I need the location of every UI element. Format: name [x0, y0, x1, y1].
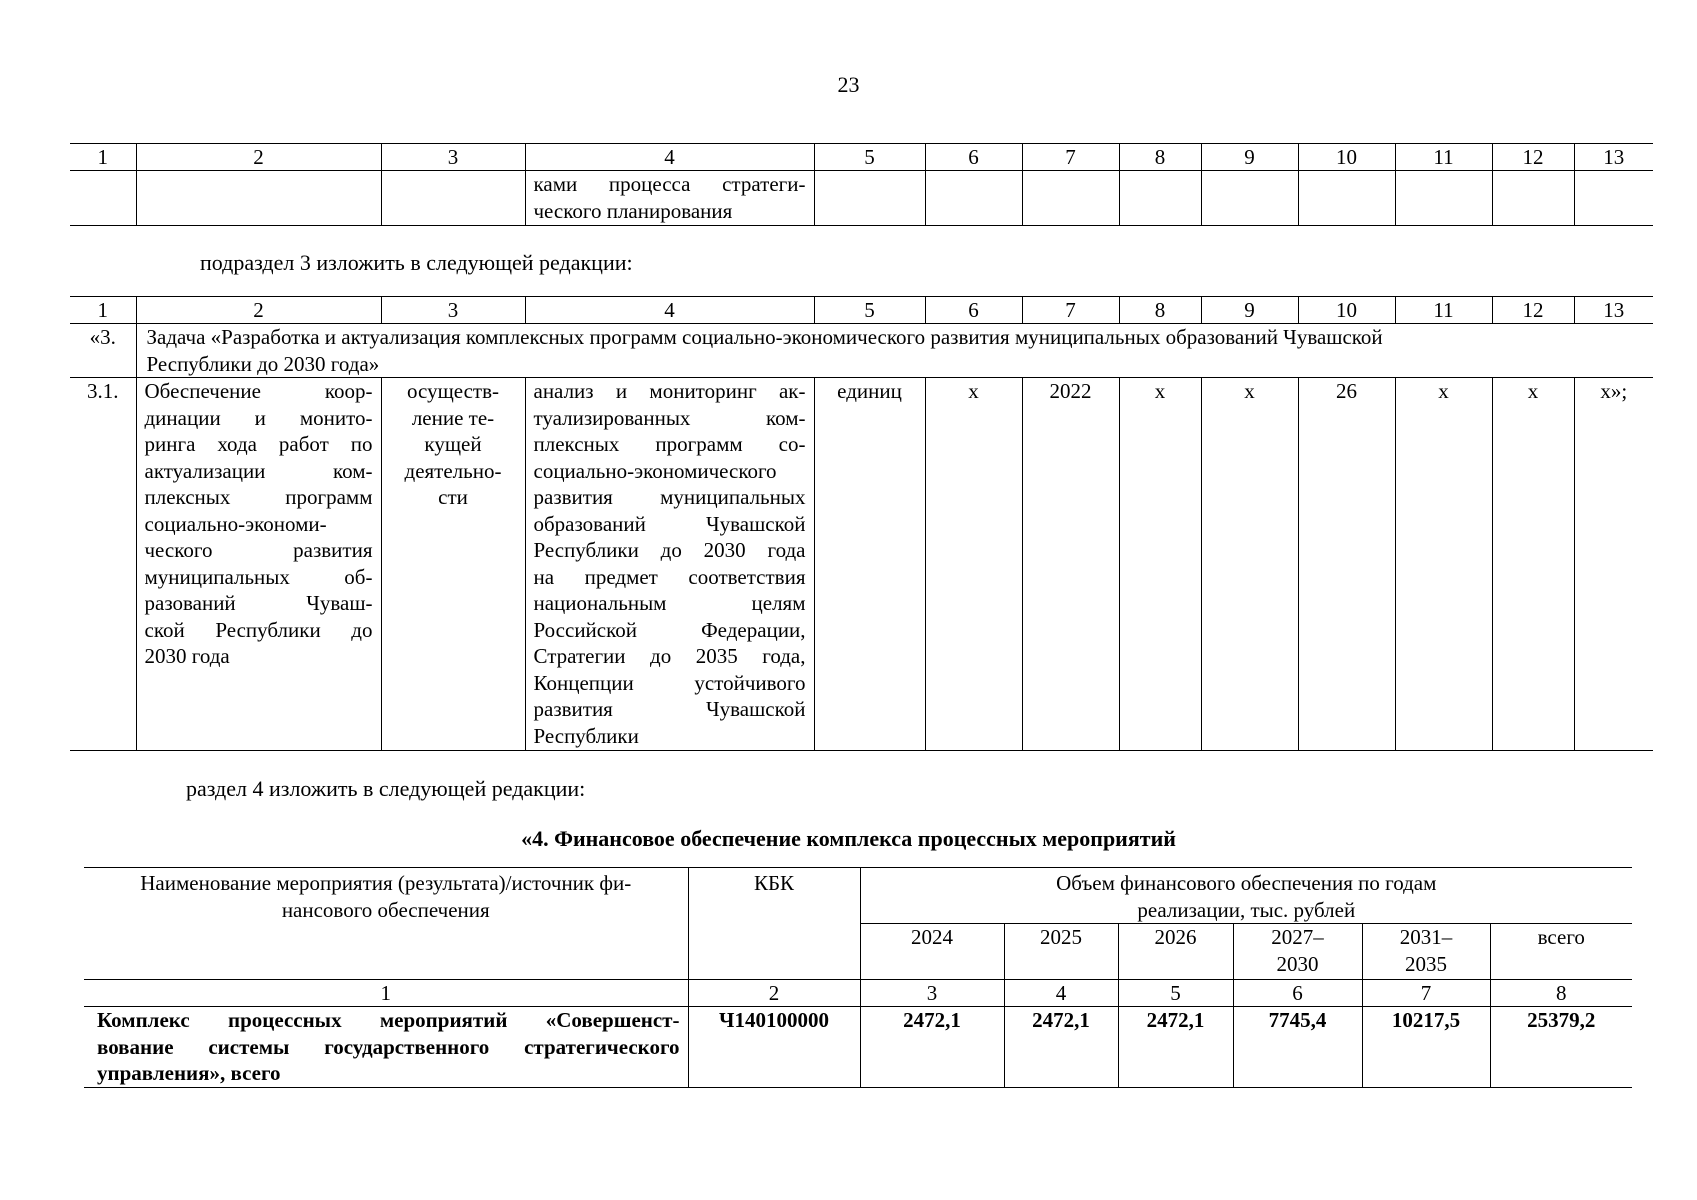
text-line: 2030 года — [144, 644, 230, 668]
column-number: 3 — [860, 980, 1004, 1007]
header-row — [84, 868, 1632, 924]
amount-cell: 2472,1 — [1118, 1007, 1233, 1088]
value-cell: x — [1119, 378, 1201, 751]
page-number: 23 — [837, 72, 860, 97]
column-number-row — [84, 980, 1632, 1007]
column-number: 2 — [688, 980, 860, 1007]
column-number: 4 — [1004, 980, 1118, 1007]
subsection-instruction: подраздел 3 изложить в следующей редакции: — [200, 250, 633, 275]
header-line: Наименование мероприятия (результата)/источник фи- — [140, 871, 632, 895]
header-line: реализации, тыс. рублей — [1137, 897, 1356, 922]
item-number: 3.1. — [70, 378, 136, 751]
complex-row — [84, 1007, 1632, 1088]
column-number: 10 — [1298, 297, 1395, 324]
column-number: 13 — [1574, 144, 1653, 171]
text-line: осуществ- — [407, 379, 499, 403]
text-line: ской Республики до — [144, 617, 373, 642]
task-title-line: Республики до 2030 года» — [146, 351, 380, 376]
year-line: 2031– — [1399, 925, 1453, 949]
item-row — [70, 378, 1653, 751]
text-line: плексных программ — [144, 485, 373, 509]
text-line: актуализации ком- — [144, 458, 373, 483]
text-line: ление те- — [411, 405, 495, 430]
column-number-row — [70, 297, 1653, 324]
amount-cell: 7745,4 — [1233, 1007, 1362, 1088]
section-title: «4. Финансовое обеспечение комплекса процессных мероприятий — [521, 826, 1176, 851]
column-number: 13 — [1574, 297, 1653, 324]
value-cell: x — [1201, 378, 1298, 751]
column-number: 8 — [1119, 297, 1201, 324]
column-number: 5 — [814, 144, 925, 171]
financial-table — [84, 867, 1632, 1088]
column-number: 7 — [1362, 980, 1490, 1007]
text-line: муниципальных об- — [144, 564, 373, 589]
text-line: кущей — [424, 432, 482, 456]
activity-cell — [525, 171, 814, 226]
volume-header — [860, 868, 1632, 924]
column-number: 2 — [136, 144, 381, 171]
column-number: 1 — [70, 297, 136, 324]
year-line: 2030 — [1276, 951, 1319, 976]
text-line: развития Чувашской — [533, 697, 806, 721]
amount-cell: 2472,1 — [1004, 1007, 1118, 1088]
text-line: туализированных ком- — [533, 405, 806, 430]
column-number: 11 — [1395, 297, 1492, 324]
value-cell: 26 — [1298, 378, 1395, 751]
text-line: ческого планирования — [533, 198, 733, 223]
amount-cell: 10217,5 — [1362, 1007, 1490, 1088]
continuation-table — [70, 143, 1653, 226]
column-number: 12 — [1492, 144, 1574, 171]
year-header — [1233, 924, 1362, 980]
section-instruction: раздел 4 изложить в следующей редакции: — [186, 776, 586, 801]
task-number: «3. — [70, 324, 136, 378]
column-number: 5 — [1118, 980, 1233, 1007]
column-number-row — [70, 144, 1653, 171]
text-line: Стратегии до 2035 года, — [533, 644, 806, 668]
year-header: 2026 — [1118, 924, 1233, 980]
result-description-cell — [525, 378, 814, 751]
text-line: социально-экономи- — [144, 511, 327, 536]
text-line: плексных программ со- — [533, 432, 806, 456]
task-row — [70, 324, 1653, 378]
total-header: всего — [1490, 924, 1632, 980]
value-cell: x — [925, 378, 1022, 751]
column-number: 9 — [1201, 297, 1298, 324]
year-header: 2024 — [860, 924, 1004, 980]
task-title-line: Задача «Разработка и актуализация комплексных программ социально-экономического развития муниципальных образований Чувашской — [146, 325, 1383, 349]
year-header — [1362, 924, 1490, 980]
text-line: на предмет соответствия — [533, 564, 806, 589]
year-header: 2025 — [1004, 924, 1118, 980]
text-line: образований Чувашской — [533, 511, 806, 536]
text-line: социально-экономического — [533, 458, 777, 483]
column-number: 7 — [1022, 297, 1119, 324]
text-line: национальным целям — [533, 591, 806, 615]
subsection-3-table — [70, 296, 1653, 751]
text-line: деятельно- — [404, 458, 502, 483]
column-number: 4 — [525, 297, 814, 324]
activity-name-cell — [136, 378, 381, 751]
column-number: 8 — [1490, 980, 1632, 1007]
table-row — [70, 171, 1653, 226]
column-number: 5 — [814, 297, 925, 324]
text-line: ческого развития — [144, 538, 373, 562]
unit-cell: единиц — [814, 378, 925, 751]
column-number: 6 — [925, 297, 1022, 324]
text-line: Комплекс процессных мероприятий «Совершенст- — [97, 1008, 680, 1032]
column-number: 1 — [70, 144, 136, 171]
text-line: сти — [438, 485, 468, 509]
column-number: 12 — [1492, 297, 1574, 324]
text-line: Республики — [533, 723, 639, 748]
header-line: Объем финансового обеспечения по годам — [1056, 871, 1437, 895]
column-number: 8 — [1119, 144, 1201, 171]
column-number: 6 — [1233, 980, 1362, 1007]
kbk-header: КБК — [688, 868, 860, 980]
column-number: 3 — [381, 297, 525, 324]
text-line: разований Чуваш- — [144, 591, 373, 615]
text-line: Российской Федерации, — [533, 617, 806, 642]
text-line: вование системы государственного стратегического — [97, 1034, 680, 1059]
year-line: 2035 — [1405, 951, 1447, 976]
task-title — [136, 324, 1653, 378]
column-number: 6 — [925, 144, 1022, 171]
value-cell: x — [1492, 378, 1574, 751]
column-number: 7 — [1022, 144, 1119, 171]
column-number: 11 — [1395, 144, 1492, 171]
name-header — [84, 868, 688, 980]
column-number: 4 — [525, 144, 814, 171]
text-line: анализ и мониторинг ак- — [533, 379, 806, 403]
header-line: нансового обеспечения — [281, 897, 490, 922]
total-amount-cell: 25379,2 — [1490, 1007, 1632, 1088]
value-cell: x»; — [1574, 378, 1653, 751]
year-line: 2027– — [1271, 925, 1324, 949]
amount-cell: 2472,1 — [860, 1007, 1004, 1088]
column-number: 1 — [84, 980, 688, 1007]
value-cell: x — [1395, 378, 1492, 751]
text-line: Обеспечение коор- — [144, 379, 373, 403]
column-number: 3 — [381, 144, 525, 171]
text-line: Концепции устойчивого — [533, 670, 806, 695]
text-line: ками процесса стратеги- — [533, 172, 806, 196]
text-line: Республики до 2030 года — [533, 538, 806, 562]
activity-type-cell — [381, 378, 525, 751]
text-line: динации и монито- — [144, 405, 373, 430]
text-line: ринга хода работ по — [144, 432, 373, 456]
column-number: 10 — [1298, 144, 1395, 171]
base-year-cell: 2022 — [1022, 378, 1119, 751]
column-number: 2 — [136, 297, 381, 324]
text-line: развития муниципальных — [533, 485, 806, 509]
kbk-cell: Ч140100000 — [688, 1007, 860, 1088]
column-number: 9 — [1201, 144, 1298, 171]
text-line: управления», всего — [97, 1061, 281, 1085]
complex-name-cell — [84, 1007, 688, 1088]
